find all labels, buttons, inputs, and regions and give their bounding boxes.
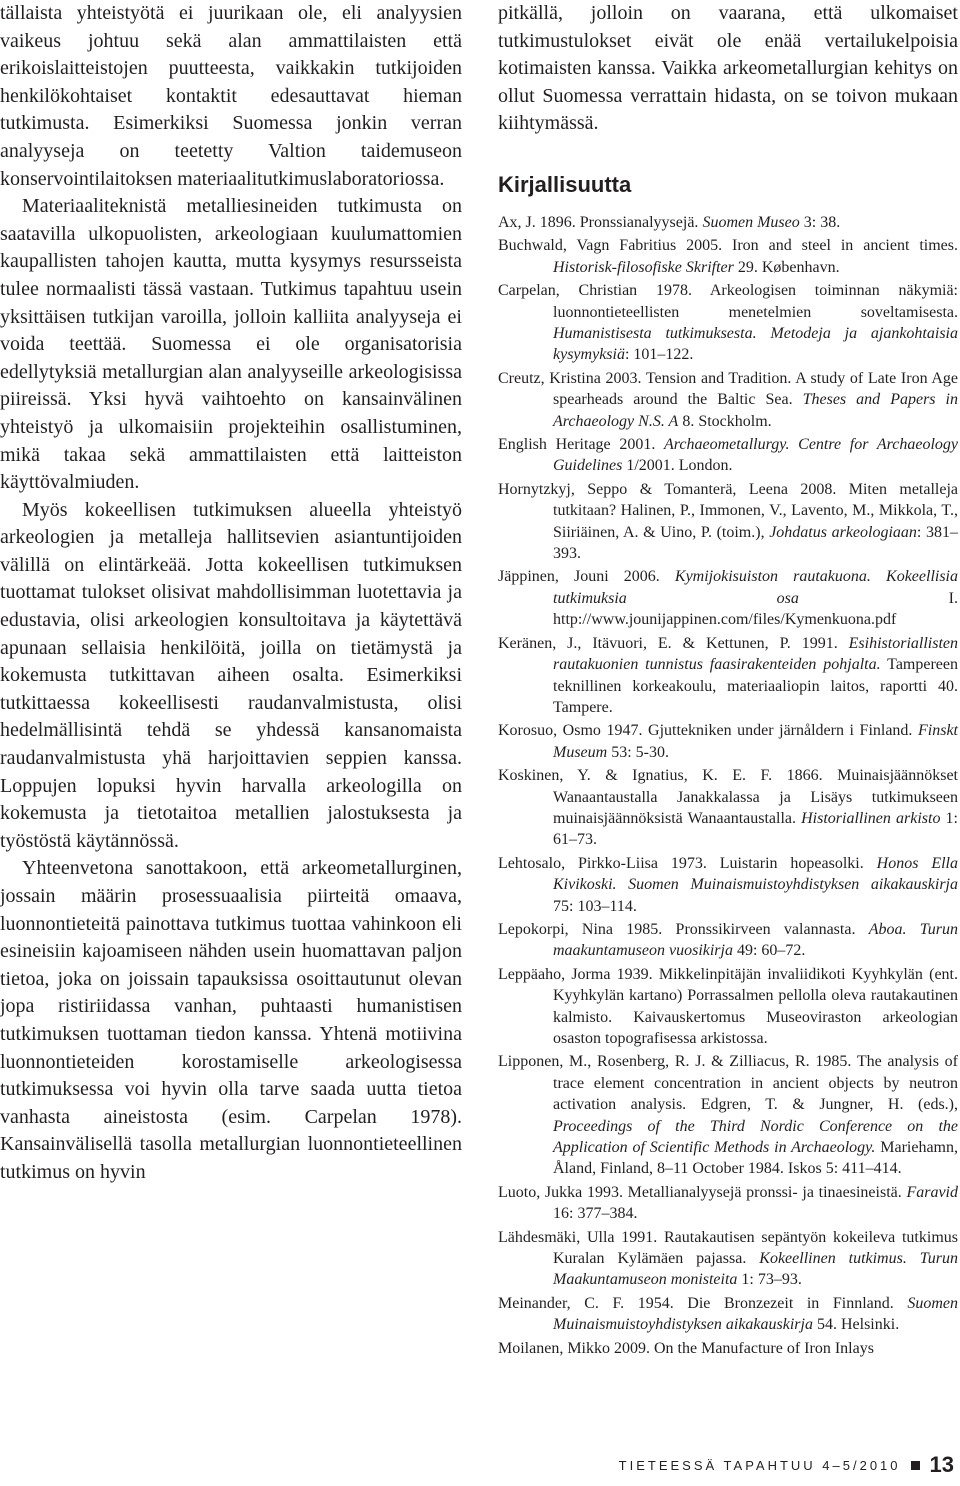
reference-item — [498, 566, 958, 630]
reference-item — [498, 368, 958, 432]
reference-title: Archaeometallurgy. Centre for Archaeology Guidelines — [553, 436, 958, 475]
reference-text: Lähdesmäki, Ulla 1991. Rautakautisen sepäntyön kokeileva tutkimus Kuralan Kylämäen pajassa. — [498, 1228, 958, 1268]
reference-text: Tampereen teknillinen korkeakoulu, materiaaliopin laitos, raportti 40. Tampere. — [553, 656, 958, 716]
reference-text: Meinander, C. F. 1954. Die Bronzezeit in Finnland. — [498, 1294, 908, 1312]
reference-text: Lepokorpi, Nina 1985. Pronssikirveen valannasta. — [498, 920, 869, 938]
reference-title: Finskt Museum — [553, 722, 958, 761]
reference-text: I. http://www.jounijappinen.com/files/Kymenkuona.pdf — [553, 589, 958, 629]
reference-text: Leppäaho, Jorma 1939. Mikkelinpitäjän invaliidikoti Kyyhkylän (ent. Kyyhkylän kartano) Porrassalmen pellolla oleva rautakautinen kalmisto. Kaivauskertomus Museoviraston arkeologian osaston topografisessa arkistossa. — [498, 965, 958, 1047]
reference-item — [498, 919, 958, 962]
reference-text: 8. Stockholm. — [678, 412, 772, 430]
reference-title: Historiallinen arkisto — [801, 809, 941, 827]
reference-text: 29. København. — [733, 258, 840, 276]
reference-text: 49: 60–72. — [732, 942, 806, 960]
page-number: 13 — [929, 1452, 954, 1477]
reference-item — [498, 1293, 958, 1336]
paragraph-5: pitkällä, jolloin on vaarana, että ulkomaiset tutkimustulokset eivät ole enää vertailukelpoisia kotimaisten kanssa. Vaikka arkeometallurgian kehitys on ollut Suomessa verrattain hidasta, on se toivon mukaan kiihtymässä. — [498, 2, 958, 135]
reference-text: Moilanen, Mikko 2009. On the Manufacture of Iron Inlays — [498, 1339, 874, 1357]
references-heading: Kirjallisuutta — [498, 171, 632, 197]
paragraph-4: Yhteenvetona sanottakoon, että arkeometallurginen, jossain määrin prosessuaalisia piirteitä omaava, luonnontieteitä painottava tutkimus tuottaa vahinkoon eli esineisiin kajoamiseen nähden usein huomattavan paljon tietoa, joka on joissain tapauksissa osoittautunut olevan jopa ristiriidassa vanhan, puhtaasti humanistisen tutkimuksen tuottaman tiedon kanssa. Yhtenä motiivina luonnontieteiden korostamiselle arkeologisessa tutkimuksessa voi hyvin olla tarve saada uutta tietoa vanhasta aineistosta (esim. Carpelan 1978). Kansainvälisellä tasolla metallurgian luonnontieteellinen tutkimus on hyvin — [0, 857, 462, 1183]
reference-text: Hornytzkyj, Seppo & Tomanterä, Leena 2008. Miten metalleja tutkitaan? Halinen, P., Immonen, V., Lavento, M., Mikkola, T., Siiriäinen, A. & Uino, P. (toim.), — [498, 480, 958, 541]
reference-text: Creutz, Kristina 2003. Tension and Tradition. A study of Late Iron Age spearheads around the Baltic Sea. — [498, 369, 958, 409]
reference-item — [498, 235, 958, 278]
reference-title: Honos Ella Kivikoski. Suomen Muinaismuistoyhdistyksen aikakauskirja — [553, 854, 958, 894]
reference-text: Korosuo, Osmo 1947. Gjuttekniken under järnåldern i Finland. — [498, 722, 918, 740]
reference-item — [498, 720, 958, 763]
reference-item — [498, 1051, 958, 1179]
reference-item — [498, 212, 958, 233]
reference-text: Lehtosalo, Pirkko-Liisa 1973. Luistarin hopeasolki. — [498, 854, 877, 872]
reference-text: Koskinen, Y. & Ignatius, K. E. F. 1866. Muinaisjäännökset Wanaantaustalla Janakkalassa ja Lisäys tutkimukseen muinaisjäännöksistä Wanaantaustalla. — [498, 767, 958, 827]
reference-text: 3: 38. — [799, 213, 841, 231]
reference-item — [498, 853, 958, 917]
reference-title: Kymijokisuiston rautakuona. Kokeellisia tutkimuksia osa — [553, 568, 959, 607]
footer-square-icon — [911, 1461, 920, 1470]
reference-title: Kokeellinen tutkimus. Turun Maakuntamuseon monisteita — [553, 1250, 959, 1289]
reference-text: 53: 5-30. — [607, 743, 669, 761]
reference-item — [498, 1338, 958, 1359]
reference-title: Proceedings of the Third Nordic Conference on the Application of Scientific Methods in Archaeology. — [553, 1117, 958, 1157]
reference-text: Carpelan, Christian 1978. Arkeologisen toiminnan näkymiä: luonnontieteellisten menetelmien soveltamisesta. — [498, 282, 958, 321]
reference-text: Lipponen, M., Rosenberg, R. J. & Zilliacus, R. 1985. The analysis of trace element concentration in ancient objects by neutron activation analysis. Edgren, T. & Jungner, H. (eds.), — [498, 1053, 958, 1114]
reference-title: Suomen Muinaismuistoyhdistyksen aikakauskirja — [553, 1294, 958, 1334]
reference-title: Esihistoriallisten rautakuonien tunnistus faasirakenteiden pohjalta. — [553, 634, 958, 674]
journal-name: TIETEESSÄ TAPAHTUU 4–5/2010 — [618, 1457, 901, 1473]
reference-item — [498, 633, 958, 719]
reference-text: Luoto, Jukka 1993. Metallianalyysejä pronssi- ja tinaesineistä. — [498, 1183, 907, 1201]
right-column — [498, 0, 958, 1361]
reference-text: Ax, J. 1896. Pronssianalyysejä. — [498, 213, 703, 231]
paragraph-3: Myös kokeellisen tutkimuksen alueella yhteistyö arkeologien ja metalleja hallitsevien asiantuntijoiden välillä on elintärkeää. Jotta kokeellisen tutkimuksen tuottamat tulokset olisivat mahdollisimman luotettavia ja edustavia, olisi arkeologien konsultoitava ja käytettävä apunaan sellaisia henkilöitä, joilla on tietämystä ja kokemusta tutkittavan aiheen osalta. Esimerkiksi tutkittaessa kokeellisesti raudanvalmistusta, olisi hedelmällisintä tehdä se yhdessä kansanomaista raudanvalmistusta yhä harjoittavien seppien kanssa. Loppujen lopuksi hyvin harvalla arkeologilla on kokemusta ja tietotaitoa metallien jalostuksesta ja työstöstä käytännössä. — [0, 498, 462, 852]
reference-text: 1: 73–93. — [737, 1271, 802, 1289]
reference-text: 16: 377–384. — [553, 1205, 638, 1223]
reference-item — [498, 1182, 958, 1225]
left-body-text — [0, 0, 462, 1187]
reference-text: : 101–122. — [624, 346, 694, 364]
reference-list — [498, 212, 958, 1359]
reference-text: 75: 103–114. — [553, 897, 637, 915]
reference-text: : 381–393. — [553, 523, 958, 563]
reference-title: Johdatus arkeologiaan — [769, 523, 917, 541]
reference-item — [498, 434, 958, 477]
left-column — [0, 0, 462, 1187]
reference-text: Mariehamn, Åland, Finland, 8–11 October 1984. Iskos 5: 411–414. — [553, 1139, 959, 1178]
reference-title: Suomen Museo — [702, 213, 800, 231]
reference-text: Jäppinen, Jouni 2006. — [498, 568, 675, 586]
reference-title: Historisk-filosofiske Skrifter — [553, 258, 734, 276]
reference-title: Theses and Papers in Archaeology N.S. A — [553, 391, 958, 430]
paragraph-2: Materiaaliteknistä metalliesineiden tutkimusta on saatavilla ulkopuolisten, arkeologiaan kuulumattomien kaupallisten tahojen kautta, mutta kysymys resursseista tulee normaalisti tässä vastaan. Tutkimus tapahtuu usein yksittäisen tutkijan varoilla, jolloin kalliita analyyseja ei voida teettää. Suomessa ei ole organisatorisia edellytyksiä metallurgian alan analyyseille arkeologisissa piireissä. Yksi hyvä vaihtoehto on kansainvälinen yhteistyö ja ulkomaisiin projekteihin osallistuminen, mikä takaa sekä ammattilaisten että laitteiston käyttövalmiuden. — [0, 195, 462, 494]
reference-text: 54. Helsinki. — [812, 1316, 900, 1334]
reference-text: English Heritage 2001. — [498, 436, 665, 454]
reference-title: Aboa. Turun maakuntamuseon vuosikirja — [553, 920, 959, 960]
right-body-text — [498, 0, 958, 138]
reference-title: Faravid — [906, 1183, 958, 1201]
paragraph-1: tällaista yhteistyötä ei juurikaan ole, eli analyysien vaikeus johtuu sekä alan ammattilaisten että erikoislaitteistojen puutteesta, vaikkakin tutkijoiden henkilökohtaiset kontaktit edesauttavat hieman tutkimusta. Esimerkiksi Suomessa jonkin verran analyyseja on teetetty Valtion taidemuseon konservointilaitoksen materiaalitutkimuslaboratoriossa. — [0, 2, 462, 190]
reference-text: 1/2001. London. — [622, 457, 733, 475]
reference-text: Keränen, J., Itävuori, E. & Kettunen, P. 1991. — [498, 634, 849, 652]
page-footer — [619, 1452, 954, 1478]
reference-item — [498, 479, 958, 565]
reference-item — [498, 280, 958, 366]
reference-item — [498, 765, 958, 851]
reference-text: 1: 61–73. — [553, 809, 958, 849]
reference-text: Buchwald, Vagn Fabritius 2005. Iron and steel in ancient times. — [498, 237, 958, 255]
reference-item — [498, 964, 958, 1050]
reference-item — [498, 1227, 958, 1291]
reference-title: Humanistisesta tutkimuksesta. Metodeja ja ajankohtaisia kysymyksiä — [553, 325, 958, 364]
